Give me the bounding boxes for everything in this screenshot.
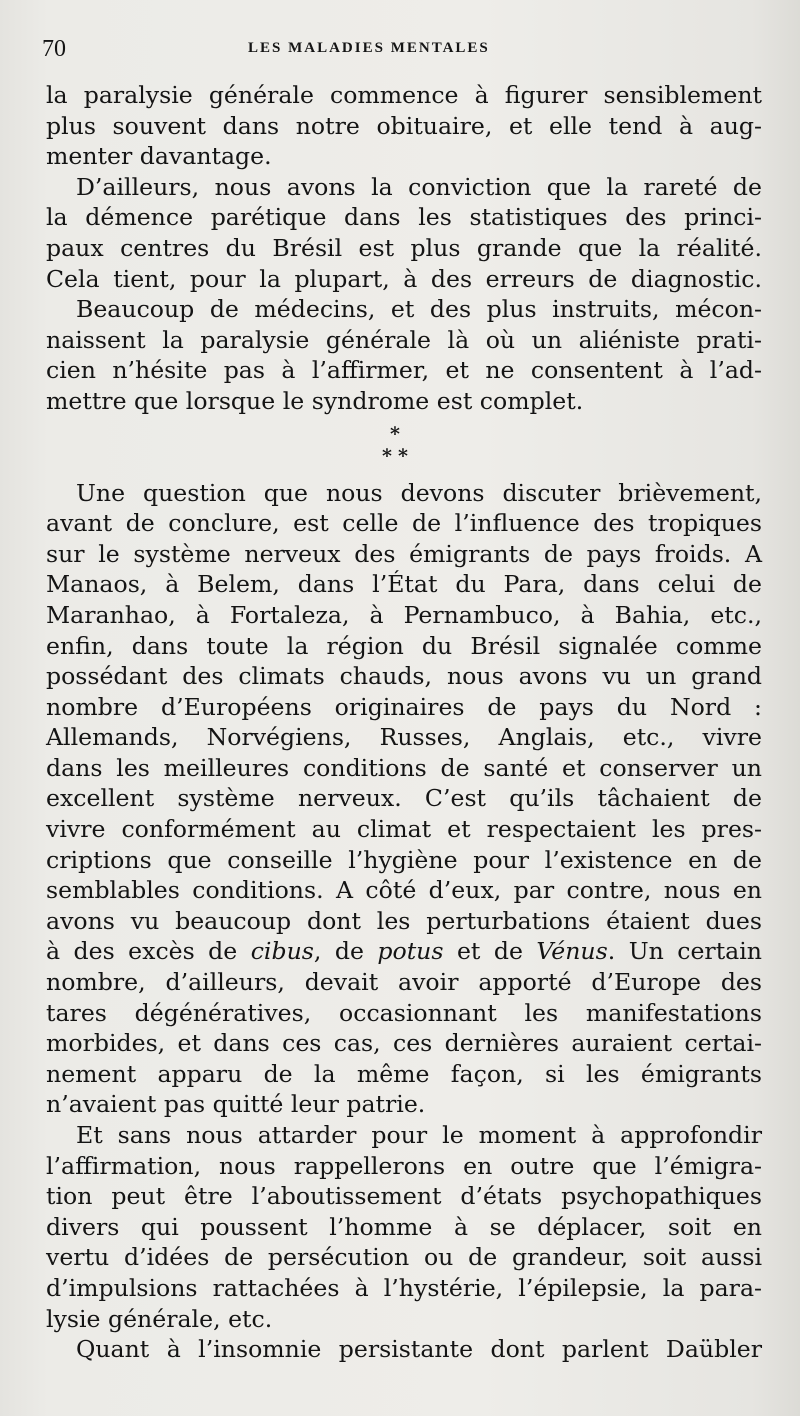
italic-term-venus: Vénus <box>536 937 608 966</box>
text-line: nombre d’Européens originaires de pays du Nord : <box>46 692 762 721</box>
text-line: divers qui poussent l’homme à se déplacer, soit en <box>46 1212 762 1241</box>
text-line: morbides, et dans ces cas, ces dernières auraient certai- <box>46 1029 762 1058</box>
text-line: naissent la paralysie générale là où un aliéniste prati- <box>46 325 762 354</box>
separator-asterisk: * <box>382 444 392 467</box>
text-line: tares dégénératives, occasionnant les manifestations <box>46 998 762 1027</box>
separator-asterisk: * <box>390 422 400 445</box>
text-line: tion peut être l’aboutissement d’états psychopathiques <box>46 1182 762 1211</box>
text-line: nombre, d’ailleurs, devait avoir apporté d’Europe des <box>46 968 762 997</box>
line-segment: à des excès de <box>46 937 251 966</box>
text-line: vivre conformément au climat et respectaient les pres- <box>46 815 762 844</box>
text-line: avons vu beaucoup dont les perturbations étaient dues <box>46 906 762 935</box>
text-line: Une question que nous devons discuter brièvement, <box>76 478 762 507</box>
text-line: la démence parétique dans les statistiques des princi- <box>46 203 762 232</box>
italic-term-cibus: cibus <box>250 937 314 966</box>
italic-term-potus: potus <box>377 937 444 966</box>
text-line: sur le système nerveux des émigrants de pays froids. A <box>46 539 762 568</box>
text-line: Et sans nous attarder pour le moment à approfondir <box>76 1121 762 1149</box>
text-line: semblables conditions. A côté d’eux, par contre, nous en <box>46 876 762 905</box>
text-line: avant de conclure, est celle de l’influence des tropiques <box>46 509 762 538</box>
section-separator <box>46 417 762 478</box>
text-line: excellent système nerveux. C’est qu’ils tâchaient de <box>46 784 762 813</box>
text-line: d’impulsions rattachées à l’hystérie, l’épilepsie, la para- <box>46 1273 762 1302</box>
page-header <box>42 34 762 64</box>
text-line: Allemands, Norvégiens, Russes, Anglais, etc., vivre <box>46 723 762 752</box>
text-line: n’avaient pas quitté leur patrie. <box>46 1090 426 1119</box>
text-line: l’affirmation, nous rappellerons en outre que l’émigra- <box>46 1151 762 1180</box>
text-line: Manaos, à Belem, dans l’État du Para, dans celui de <box>46 570 762 599</box>
text-line: paux centres du Brésil est plus grande que la réalité. <box>46 233 762 262</box>
text-line: dans les meilleures conditions de santé et conserver un <box>46 753 762 782</box>
text-line: nement apparu de la même façon, si les émigrants <box>46 1059 762 1088</box>
text-line: vertu d’idées de persécution ou de grandeur, soit aussi <box>46 1243 762 1272</box>
text-line: plus souvent dans notre obituaire, et elle tend à aug- <box>46 111 762 140</box>
text-line: possédant des climats chauds, nous avons vu un grand <box>46 662 762 691</box>
text-line: D’ailleurs, nous avons la conviction que la rareté de <box>76 172 762 201</box>
line-segment: et de <box>443 937 537 966</box>
text-line: menter davantage. <box>46 142 272 171</box>
text-line: cien n’hésite pas à l’affirmer, et ne consentent à l’ad- <box>46 356 762 385</box>
text-line-with-italics <box>46 936 762 967</box>
page-number: 70 <box>42 36 66 62</box>
text-line: Beaucoup de médecins, et des plus instruits, mécon- <box>76 295 762 324</box>
running-title: LES MALADIES MENTALES <box>248 40 490 56</box>
text-line: lysie générale, etc. <box>46 1304 273 1333</box>
body-text <box>46 80 762 1365</box>
text-line: enfin, dans toute la région du Brésil signalée comme <box>46 631 762 660</box>
separator-asterisk: * <box>398 444 408 467</box>
line-segment: , de <box>313 937 378 966</box>
line-segment: . Un certain <box>607 937 762 966</box>
text-line: Quant à l’insomnie persistante dont parlent Daübler <box>76 1335 762 1364</box>
text-line: criptions que conseille l’hygiène pour l’existence en de <box>46 845 762 874</box>
text-line: Cela tient, pour la plupart, à des erreurs de diagnostic. <box>46 264 762 293</box>
text-line: mettre que lorsque le syndrome est complet. <box>46 386 584 415</box>
text-line: la paralysie générale commence à figurer sensiblement <box>46 81 762 109</box>
text-line: Maranhao, à Fortaleza, à Pernambuco, à Bahia, etc., <box>46 600 762 629</box>
